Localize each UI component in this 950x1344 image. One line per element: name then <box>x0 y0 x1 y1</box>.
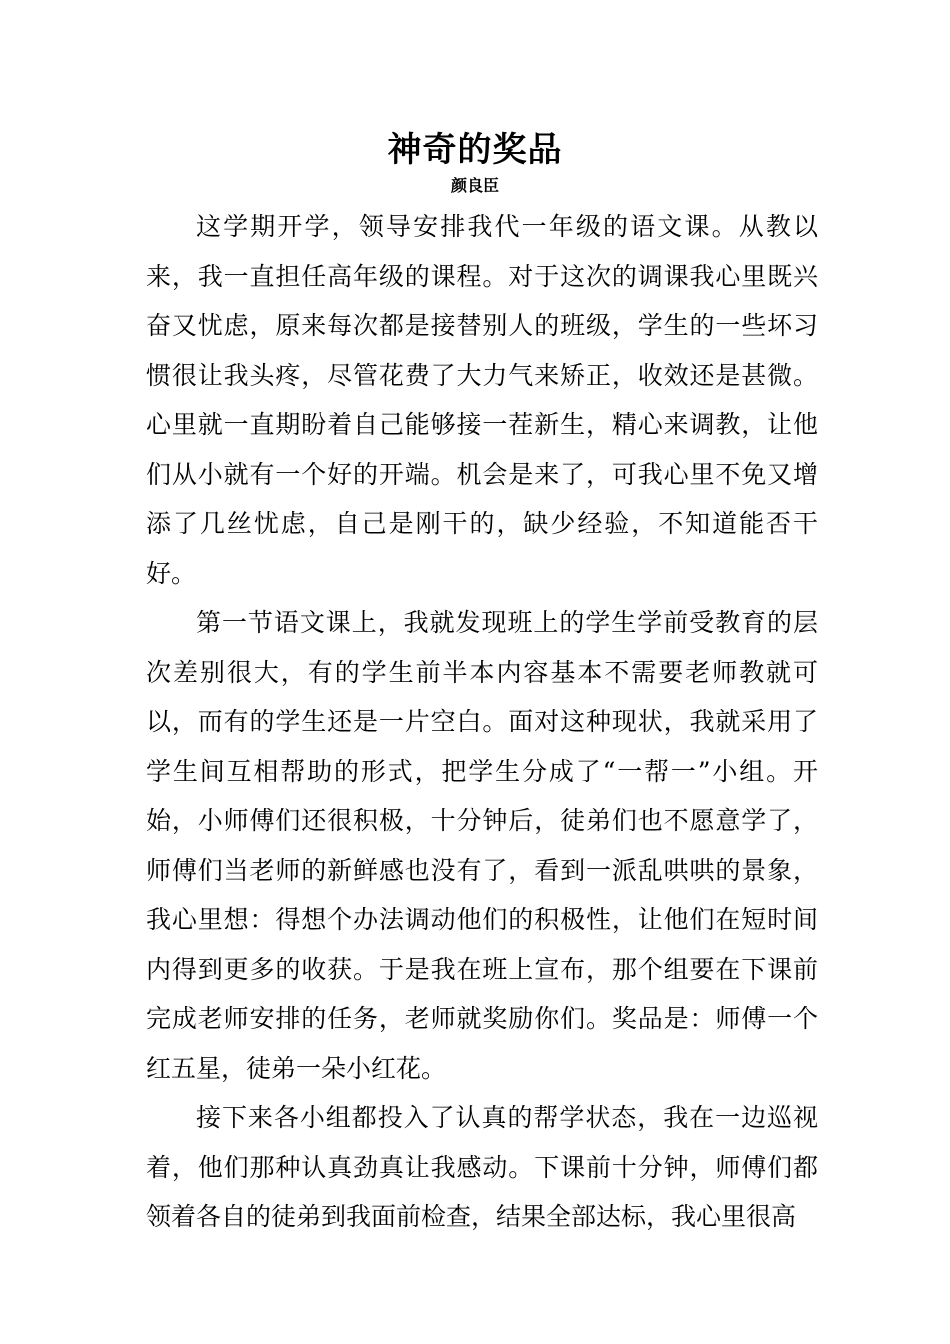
paragraph-1: 这学期开学，领导安排我代一年级的语文课。从教以来，我一直担任高年级的课程。对于这次的调课我心里既兴奋又忧虑，原来每次都是接替别人的班级，学生的一些坏习惯很让我头疼，尽管花费了大力气来矫正，收效还是甚微。心里就一直期盼着自己能够接一茬新生，精心来调教，让他们从小就有一个好的开端。机会是来了，可我心里不免又增添了几丝忧虑，自己是刚干的，缺少经验，不知道能否干好。 <box>146 212 818 588</box>
document-title: 神奇的奖品 <box>387 130 563 170</box>
document-author: 颜良臣 <box>450 176 499 195</box>
paragraph-2: 第一节语文课上，我就发现班上的学生学前受教育的层次差别很大，有的学生前半本内容基本不需要老师教就可以，而有的学生还是一片空白。面对这种现状，我就采用了学生间互相帮助的形式，把学生分成了“一帮一”小组。开始，小师傅们还很积极，十分钟后，徒弟们也不愿意学了，师傅们当老师的新鲜感也没有了，看到一派乱哄哄的景象，我心里想：得想个办法调动他们的积极性，让他们在短时间内得到更多的收获。于是我在班上宣布，那个组要在下课前完成老师安排的任务，老师就奖励你们。奖品是：师傅一个红五星，徒弟一朵小红花。 <box>146 608 818 1083</box>
document-body <box>146 202 818 1242</box>
paragraph-3: 接下来各小组都投入了认真的帮学状态，我在一边巡视着，他们那种认真劲真让我感动。下课前十分钟，师傅们都领着各自的徒弟到我面前检查，结果全部达标，我心里很高 <box>146 1103 818 1231</box>
